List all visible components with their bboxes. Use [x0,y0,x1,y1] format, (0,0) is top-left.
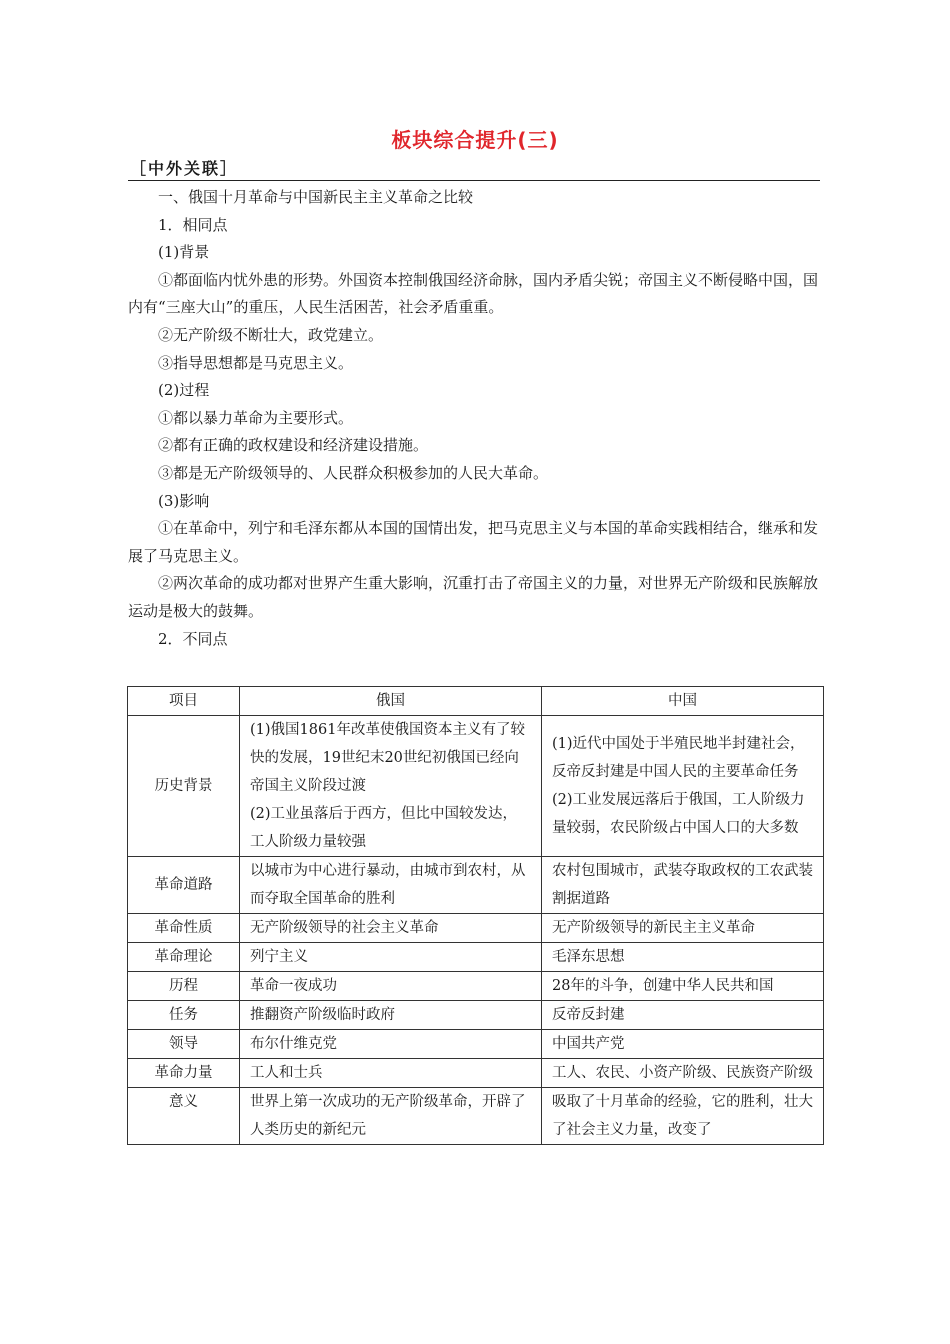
background-label: (1)背景 [158,243,210,262]
header-item: 项目 [128,687,240,716]
russia-text: (2)工业虽落后于西方，但比中国较发达，工人阶级力量较强 [250,806,518,850]
section-heading: 一、俄国十月革命与中国新民主主义革命之比较 [158,188,474,206]
china-cell [542,716,824,857]
row-label: 历史背景 [128,716,240,857]
section-label: ［中外关联］ [130,159,239,178]
china-cell: 无产阶级领导的新民主主义革命 [542,914,824,943]
comparison-table [127,686,824,1145]
china-text: (2)工业发展远落后于俄国，工人阶级力量较弱，农民阶级占中国人口的大多数 [552,792,805,836]
process-label: (2)过程 [158,381,210,400]
row-label: 革命理论 [128,943,240,972]
influence-point-1: ①在革命中，列宁和毛泽东都从本国的国情出发，把马克思主义与本国的革命实践相结合，继承和发展了马克思主义。 [128,519,819,565]
china-cell: 28年的斗争，创建中华人民共和国 [542,972,824,1001]
china-cell: 中国共产党 [542,1030,824,1059]
russia-cell: 推翻资产阶级临时政府 [240,1001,542,1030]
table-row [128,1030,824,1059]
table-row [128,972,824,1001]
russia-cell: 布尔什维克党 [240,1030,542,1059]
row-label: 领导 [128,1030,240,1059]
body-text [128,184,820,653]
subheading-differences: 2．不同点 [158,629,228,648]
table-row [128,1088,824,1145]
header-russia: 俄国 [240,687,542,716]
russia-cell [240,716,542,857]
subheading-similarities: 1．相同点 [158,215,228,234]
row-label: 革命性质 [128,914,240,943]
influence-point-2: ②两次革命的成功都对世界产生重大影响，沉重打击了帝国主义的力量，对世界无产阶级和民族解放运动是极大的鼓舞。 [128,574,819,620]
process-point-3: ③都是无产阶级领导的、人民群众积极参加的人民大革命。 [158,463,549,482]
china-cell: 反帝反封建 [542,1001,824,1030]
china-text: (1)近代中国处于半殖民地半封建社会，反帝反封建是中国人民的主要革命任务 [552,736,805,780]
russia-cell: 无产阶级领导的社会主义革命 [240,914,542,943]
china-cell: 吸取了十月革命的经验，它的胜利，壮大了社会主义力量，改变了 [542,1088,824,1145]
background-point-3: ③指导思想都是马克思主义。 [158,353,354,372]
china-cell: 工人、农民、小资产阶级、民族资产阶级 [542,1059,824,1088]
header-china: 中国 [542,687,824,716]
influence-label: (3)影响 [158,491,210,510]
russia-cell: 列宁主义 [240,943,542,972]
process-point-2: ②都有正确的政权建设和经济建设措施。 [158,436,429,455]
table-header-row [128,687,824,716]
russia-text: (1)俄国1861年改革使俄国资本主义有了较快的发展，19世纪末20世纪初俄国已经向帝国主义阶段过渡 [250,722,525,794]
table-row [128,1001,824,1030]
background-point-2: ②无产阶级不断壮大，政党建立。 [158,325,384,344]
table-row [128,857,824,914]
page-title: 板块综合提升(三) [391,128,559,152]
table-row [128,1059,824,1088]
table-row [128,716,824,857]
process-point-1: ①都以暴力革命为主要形式。 [158,408,354,427]
russia-cell: 革命一夜成功 [240,972,542,1001]
table-row [128,943,824,972]
russia-cell: 工人和士兵 [240,1059,542,1088]
china-cell: 农村包围城市，武装夺取政权的工农武装割据道路 [542,857,824,914]
china-cell: 毛泽东思想 [542,943,824,972]
table-row [128,914,824,943]
russia-cell: 世界上第一次成功的无产阶级革命，开辟了人类历史的新纪元 [240,1088,542,1145]
row-label: 历程 [128,972,240,1001]
background-point-1: ①都面临内忧外患的形势。外国资本控制俄国经济命脉，国内矛盾尖锐；帝国主义不断侵略中国，国内有“三座大山”的重压，人民生活困苦，社会矛盾重重。 [128,270,819,317]
header-divider [128,180,820,181]
row-label: 革命力量 [128,1059,240,1088]
row-label: 意义 [128,1088,240,1145]
russia-cell: 以城市为中心进行暴动，由城市到农村，从而夺取全国革命的胜利 [240,857,542,914]
row-label: 革命道路 [128,857,240,914]
row-label: 任务 [128,1001,240,1030]
